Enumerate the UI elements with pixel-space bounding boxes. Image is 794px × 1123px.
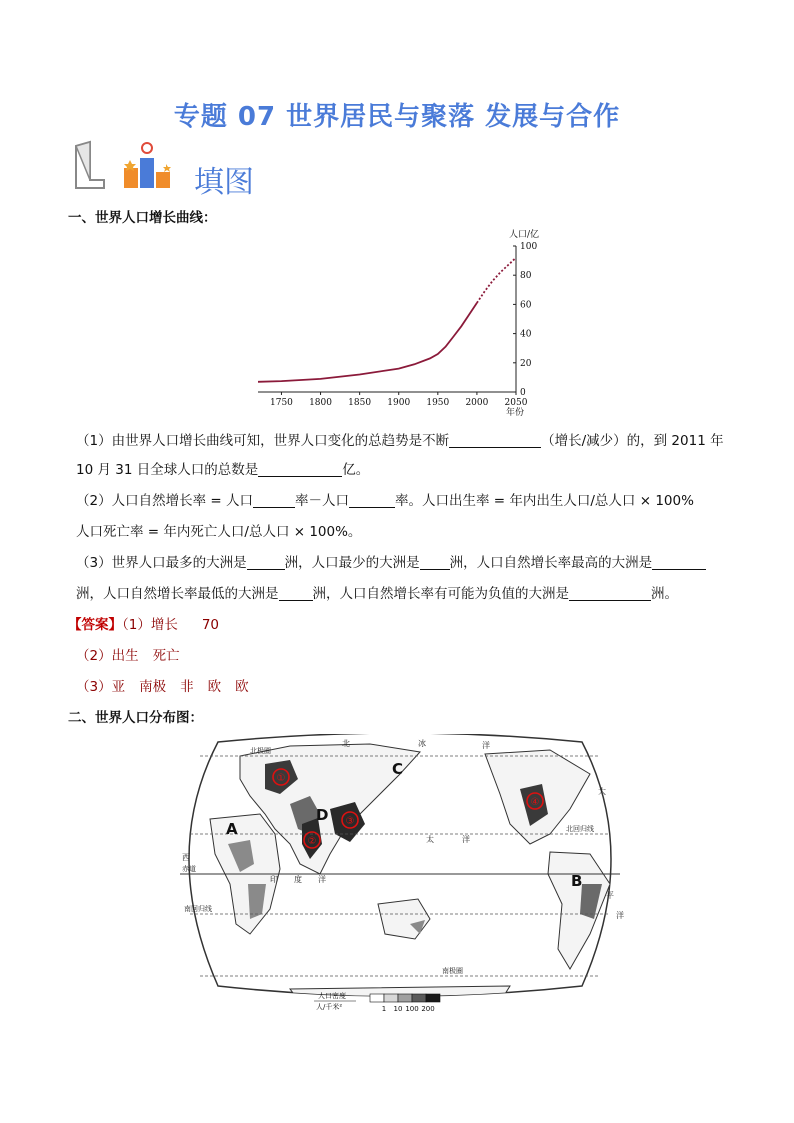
- question-2-line1: [76, 489, 694, 509]
- answer-tag: 【答案】: [68, 617, 122, 633]
- section-logo-icon: [70, 140, 188, 192]
- question-1-line1: [76, 429, 724, 449]
- x-axis-label: 年份: [505, 408, 525, 418]
- svg-text:②: ②: [307, 836, 317, 847]
- ocean-char: 太: [426, 835, 434, 844]
- lat-label-antarctic: 南极圈: [442, 967, 463, 975]
- answer-3-item: 非: [180, 679, 194, 695]
- y-tick-label: 0: [520, 388, 526, 398]
- q3-blank-highest[interactable]: [652, 555, 706, 570]
- ocean-char: 平: [606, 891, 614, 900]
- projection-line: [477, 258, 516, 303]
- y-tick-label: 100: [520, 242, 538, 252]
- q1-blank-total[interactable]: [258, 462, 342, 477]
- svg-text:③: ③: [345, 816, 355, 827]
- q1-text-c: 10 月 31 日全球人口的总数是: [76, 462, 259, 478]
- section1-heading: 一、世界人口增长曲线：: [68, 210, 217, 226]
- x-tick-label: 2000: [465, 398, 489, 408]
- answer-2-item: （2）出生: [76, 648, 139, 664]
- question-3-line2: [76, 582, 678, 602]
- q3-text-c: 洲，人口自然增长率最高的大洲是: [449, 555, 653, 571]
- ocean-char: 印: [270, 875, 278, 884]
- x-tick-label: 1750: [270, 398, 293, 408]
- legend-title-1: 人口密度: [318, 992, 346, 1000]
- answer-3-item: 南极: [139, 679, 167, 695]
- legend-value: 10: [393, 1005, 403, 1013]
- legend-swatch: [412, 994, 426, 1002]
- answer-2-item: 死亡: [152, 648, 180, 664]
- region-label-a: A: [226, 820, 238, 838]
- q1-text-d: 亿。: [342, 462, 370, 478]
- x-tick-label: 2050: [504, 398, 528, 408]
- ocean-char: 洋: [318, 875, 326, 884]
- legend-swatch: [426, 994, 440, 1002]
- answer-1-label: （1）增长: [122, 617, 178, 633]
- question-1-line2: [76, 458, 369, 478]
- question-2-line2: 人口死亡率 = 年内死亡人口/总人口 × 100%。: [76, 524, 362, 540]
- x-tick-label: 1850: [348, 398, 372, 408]
- ocean-char: 洋: [616, 911, 624, 920]
- legend-value: 200: [421, 1005, 435, 1013]
- q2-text-c: 率。人口出生率 = 年内出生人口/总人口 × 100%: [394, 493, 694, 509]
- q2-blank-birth[interactable]: [253, 493, 295, 508]
- ocean-char: 冰: [418, 739, 426, 748]
- q3-blank-lowest[interactable]: [279, 586, 313, 601]
- y-tick-label: 80: [520, 271, 532, 282]
- legend-value: 1: [381, 1005, 387, 1013]
- legend-swatch: [384, 994, 398, 1002]
- ocean-char: 洋: [482, 741, 490, 750]
- svg-text:④: ④: [530, 797, 540, 808]
- question-3-line1: [76, 551, 706, 571]
- map-legend: [310, 988, 490, 1016]
- legend-swatch: [370, 994, 384, 1002]
- answer-3-item: 欧: [235, 679, 249, 695]
- q3-blank-most[interactable]: [247, 555, 285, 570]
- q3-text-e: 洲，人口自然增长率有可能为负值的大洲是: [312, 586, 569, 602]
- legend-value: 100: [405, 1005, 419, 1013]
- svg-text:①: ①: [276, 773, 286, 784]
- legend-title-2: 人/千米²: [316, 1003, 343, 1011]
- q2-text-b: 率－人口: [294, 493, 349, 509]
- x-tick-label: 1900: [387, 398, 411, 408]
- answer-3-item: 欧: [207, 679, 222, 695]
- fill-map-title: 填图: [194, 165, 254, 200]
- answer-line-2: [76, 644, 180, 664]
- q1-text-a: （1）由世界人口增长曲线可知，世界人口变化的总趋势是不断: [76, 433, 450, 449]
- y-tick-label: 40: [520, 329, 532, 340]
- ocean-char: 西: [182, 853, 190, 862]
- q3-text-f: 洲。: [651, 586, 678, 602]
- ocean-char: 度: [294, 875, 302, 884]
- legend-swatch: [398, 994, 412, 1002]
- world-population-map: [170, 734, 630, 1014]
- y-tick-label: 60: [520, 300, 532, 311]
- lat-label-arctic: 北极圈: [250, 747, 271, 755]
- page-title: 专题 07 世界居民与聚落 发展与合作: [173, 102, 621, 132]
- q3-blank-negative[interactable]: [569, 586, 651, 601]
- answer-line-3: [76, 675, 249, 695]
- q3-text-b: 洲，人口最少的大洲是: [284, 555, 420, 571]
- ocean-char: 北: [342, 739, 350, 748]
- x-tick-label: 1950: [426, 398, 450, 408]
- answer-1-value: 70: [201, 617, 220, 633]
- q1-text-b: （增长/减少）的，到 2011 年: [541, 433, 724, 449]
- answer-line-1: [68, 613, 219, 633]
- region-label-b: B: [571, 872, 583, 890]
- lat-label-equator: 赤道: [182, 865, 196, 873]
- ocean-char: 大: [598, 787, 606, 796]
- q3-blank-least[interactable]: [420, 555, 450, 570]
- y-tick-label: 20: [520, 358, 532, 369]
- q1-blank-trend[interactable]: [449, 433, 541, 448]
- region-label-c: C: [392, 760, 404, 778]
- population-growth-chart: [250, 226, 550, 420]
- q3-text-d: 洲，人口自然增长率最低的大洲是: [76, 586, 279, 602]
- lat-label-cancer: 北回归线: [566, 825, 594, 833]
- answer-3-item: （3）亚: [76, 679, 126, 695]
- region-label-d: D: [316, 806, 329, 824]
- y-axis-label: 人口/亿: [508, 230, 540, 240]
- x-tick-label: 1800: [309, 398, 332, 408]
- ocean-char: 洋: [462, 835, 470, 844]
- q2-blank-death[interactable]: [349, 493, 395, 508]
- q3-text-a: （3）世界人口最多的大洲是: [76, 555, 247, 571]
- section2-heading: 二、世界人口分布图：: [68, 710, 203, 726]
- lat-label-capricorn: 南回归线: [184, 905, 212, 913]
- population-line: [258, 303, 477, 382]
- q2-text-a: （2）人口自然增长率 = 人口: [76, 493, 253, 509]
